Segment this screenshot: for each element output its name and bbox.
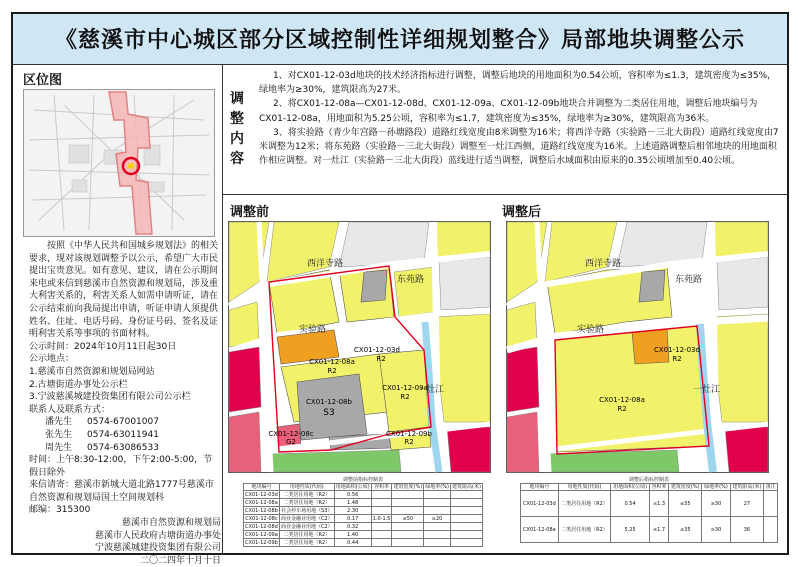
table-header: 地块编号 <box>521 484 559 491</box>
notice-place-3: 3.宁波慈溪城建投资集团有限公司公示栏 <box>29 392 191 403</box>
notice-date: 二〇二四年十月十日 <box>139 555 221 566</box>
parcel-label: CX01-12-03d <box>654 346 700 354</box>
table-row <box>521 517 778 543</box>
vertical-divider <box>222 65 223 555</box>
table-row <box>244 523 483 531</box>
table-cell: 2.30 <box>334 507 371 515</box>
after-map <box>506 221 769 473</box>
contact-row: 潘先生 0574-67001007 <box>45 417 159 428</box>
table-cell <box>392 499 424 507</box>
after-title: 调整后 <box>502 205 542 220</box>
adjust-item: 1、对CX01-12-03d地块的技术经济指标进行调整，调整后地块的用地面积为0.54公顷，容积率为≤1.3，建筑密度为≤35%，绿地率为≥30%，建筑限高为27米。 <box>259 71 777 96</box>
adjust-label: 调整内容 <box>230 91 244 167</box>
table-cell: 27 <box>730 491 764 517</box>
table-cell: ≤35 <box>669 491 702 517</box>
table-row <box>244 499 483 507</box>
table-cell: 5.25 <box>611 517 650 543</box>
notice-place-1: 1.慈溪市自然资源和规划局网站 <box>29 366 155 377</box>
parcel-label: CX01-12-09a <box>382 384 428 392</box>
table-cell <box>392 531 424 539</box>
table-cell: 二类居住用地（R2） <box>558 517 610 543</box>
table-cell: 36 <box>730 517 764 543</box>
parcel-label: R2 <box>404 438 414 446</box>
table-row <box>244 531 483 539</box>
table-row <box>244 491 483 499</box>
table-cell: 1.40 <box>334 531 371 539</box>
parcel-label: R2 <box>672 355 682 363</box>
table-row <box>244 507 483 515</box>
notice-place-2: 2.古塘街道办事处公示栏 <box>29 379 128 390</box>
table-header: 备注 <box>765 484 776 490</box>
table-cell: 商业金融业用地（C2） <box>280 523 333 530</box>
table-header: 用地性质(代码) <box>558 484 610 491</box>
road-label-yizao: 一灶江 <box>417 385 445 395</box>
table-cell <box>371 539 392 547</box>
table-cell: ≥20 <box>424 515 451 523</box>
contact-row: 张先生 0574-63011941 <box>45 429 159 440</box>
table-cell: CX01-12-03d <box>521 491 559 517</box>
after-table-caption: 调整后指标控制表 <box>628 477 669 483</box>
table-cell <box>764 491 778 517</box>
table-header: 建筑限高(米) <box>730 484 764 491</box>
table-header: 容积率 <box>371 484 392 491</box>
table-cell <box>371 531 392 539</box>
notice-text <box>29 240 221 567</box>
notice-body: 按照《中华人民共和国城乡规划法》的相关要求，现对该规划调整予以公示，希望广大市民提出宝贵意见。如有意见、建议，请在公示期间来电或来信到慈溪市自然资源和规划局，涉及重大利害关系的，利害关系人如需申请听证，请在公示结束前向我局提出申请，听证申请人须提供姓名、住址、电话号码、身份证号码、签名及证明利害关系等事项的书面材料。 <box>29 241 219 340</box>
road-label-dongyuan: 东苑路 <box>397 275 425 285</box>
table-cell: 二类居住用地（R2） <box>279 491 334 499</box>
table-cell <box>450 507 482 515</box>
table-cell <box>392 491 424 499</box>
table-cell <box>450 523 482 531</box>
table-cell: 0.17 <box>334 515 371 523</box>
table-cell: CX01-12-08d <box>245 523 278 530</box>
notice-board <box>11 12 789 566</box>
table-cell: 1.0-1.5 <box>372 515 391 522</box>
table-cell <box>371 507 392 515</box>
parcel-label: G2 <box>286 438 296 446</box>
table-cell <box>371 491 392 499</box>
title-bar <box>13 14 787 65</box>
table-cell <box>450 499 482 507</box>
parcel-label: S3 <box>323 408 335 418</box>
table-cell: 商业金融业用地（C2） <box>280 515 333 522</box>
parcel-label: CX01-12-08c <box>268 430 314 438</box>
table-header: 建筑密度(%) <box>669 484 702 491</box>
parcel-label: R2 <box>327 367 337 375</box>
contact-row: 周先生 0574-63086533 <box>45 442 159 453</box>
horizontal-divider <box>222 194 787 195</box>
table-header: 容积率 <box>651 484 667 490</box>
parcel-label: CX01-12-08b <box>306 398 352 406</box>
road-label-xiyangsi: 西洋寺路 <box>585 259 622 269</box>
parcel-label: R2 <box>376 355 386 363</box>
parcel-label: R2 <box>400 393 410 401</box>
table-header: 建筑限高(米) <box>452 484 481 490</box>
page-title: 《慈溪市中心城区部分区域控制性详细规划整合》局部地块调整公示 <box>54 27 745 53</box>
location-map <box>23 89 215 237</box>
table-header: 绿地率(%) <box>702 484 730 491</box>
table-row <box>244 515 483 523</box>
table-cell: ≤35 <box>669 517 702 543</box>
table-cell <box>764 517 778 543</box>
notice-postcode: 邮编：315300 <box>29 505 91 516</box>
table-header: 用地面积(公顷) <box>611 484 650 491</box>
table-cell: 1.48 <box>334 499 371 507</box>
road-label-shiyan: 实验路 <box>577 325 605 335</box>
table-cell: 0.54 <box>611 491 650 517</box>
table-cell: ≥30 <box>702 491 730 517</box>
table-cell: ≥30 <box>702 517 730 543</box>
road-label-yizao: 一灶江 <box>693 385 721 395</box>
table-cell: 二类居住用地（R2） <box>279 499 334 507</box>
table-cell: CX01-12-03d <box>245 491 278 498</box>
road-label-shiyan: 实验路 <box>299 325 327 335</box>
table-cell <box>424 531 451 539</box>
table-cell <box>424 507 451 515</box>
table-header: 建筑密度(%) <box>393 484 423 490</box>
notice-address: 来信请寄：慈溪市新城大道北路1777号慈溪市自然资源和规划局国土空间规划科 <box>29 480 214 503</box>
table-cell <box>450 515 482 523</box>
table-cell <box>371 523 392 531</box>
table-cell: 二类居住用地（R2） <box>279 539 334 547</box>
table-cell <box>424 539 451 547</box>
notice-contacts-title: 联系人及联系方式： <box>29 404 111 415</box>
parcel-label: CX01-12-08a <box>599 396 645 404</box>
signature-3: 宁波慈溪城建投资集团有限公司 <box>94 543 221 554</box>
notice-places-title: 公示地点： <box>29 354 75 365</box>
adjust-item: 2、将CX01-12-08a—CX01-12-08d、CX01-12-09a、CX01-12-09b地块合并调整为二类居住用地，调整后地块编号为CX01-12-08a，用地面积为5.25公顷，容积率为≤1.7，建筑密度为≤35%，绿地率为≥30%，建筑限高为36米。 <box>259 99 758 124</box>
before-map <box>228 221 491 473</box>
table-header-row <box>521 484 778 491</box>
adjust-items <box>259 69 783 168</box>
before-title: 调整前 <box>230 205 270 220</box>
table-header: 绿地率(%) <box>425 484 449 490</box>
table-cell <box>371 499 392 507</box>
table-cell <box>424 491 451 499</box>
before-table-caption: 调整前指标控制表 <box>342 477 383 483</box>
signature-1: 慈溪市自然资源和规划局 <box>121 518 221 529</box>
after-table <box>520 483 778 543</box>
table-cell: 社会停车场用地（S3） <box>281 507 333 514</box>
road-label-dongyuan: 东苑路 <box>675 275 703 285</box>
table-header: 用地性质(代码) <box>279 484 334 491</box>
table-cell: ≤1.7 <box>650 517 669 543</box>
table-cell: ≤1.3 <box>650 491 669 517</box>
table-cell <box>450 531 482 539</box>
table-cell <box>392 507 424 515</box>
table-cell: 0.44 <box>334 539 371 547</box>
table-cell <box>392 523 424 531</box>
notice-hours: 时间：上午8:30-12:00，下午2:00-5:00，节假日除外 <box>29 455 213 478</box>
signature-2: 慈溪市人民政府古塘街道办事处 <box>94 530 221 541</box>
table-cell: CX01-12-08b <box>245 507 278 514</box>
parcel-label: CX01-12-09b <box>386 430 432 438</box>
table-cell: 0.32 <box>334 523 371 531</box>
before-table <box>243 483 483 547</box>
table-cell: CX01-12-08a <box>521 517 559 543</box>
table-cell <box>392 539 424 547</box>
table-cell <box>424 523 451 531</box>
adjust-item: 3、将实验路（青少年宫路－孙塘路段）道路红线宽度由8米调整为16米；将西洋寺路（实验路－三北大街段）道路红线宽度由7米调整为12米；将东苑路（实验路－三北大街段）调整至一灶江西侧，道路红线宽度为16米。上述道路调整后相邻地块的用地面积作相应调整。对一灶江（实验路－三北大街段）蓝线进行适当调整，调整后水域面积由原来的0.35公顷增加至0.40公顷。 <box>259 127 779 167</box>
parcel-label: CX01-12-08a <box>309 358 355 366</box>
table-cell: CX01-12-08c <box>245 515 278 522</box>
table-cell: 二类居住用地（R2） <box>279 531 334 539</box>
table-cell: CX01-12-09a <box>245 531 278 538</box>
road-label-xiyangsi: 西洋寺路 <box>307 259 344 269</box>
table-cell: 0.56 <box>334 491 371 499</box>
table-header-row <box>244 484 483 491</box>
table-cell: CX01-12-09b <box>245 539 278 546</box>
table-header: 地块编号 <box>244 484 280 491</box>
table-cell: ≤50 <box>392 515 424 523</box>
table-cell: 二类居住用地（R2） <box>558 491 610 517</box>
table-cell <box>450 491 482 499</box>
table-row <box>244 539 483 547</box>
table-row <box>521 491 778 517</box>
parcel-label: CX01-12-03d <box>354 346 400 354</box>
parcel-label: R2 <box>617 405 627 413</box>
table-header: 用地面积(公顷) <box>335 484 370 490</box>
table-cell <box>450 539 482 547</box>
table-cell <box>424 499 451 507</box>
notice-period: 公示时间：2024年10月11日起30日 <box>29 341 177 352</box>
table-cell: CX01-12-08a <box>245 499 278 506</box>
location-map-title: 区位图 <box>23 73 63 88</box>
